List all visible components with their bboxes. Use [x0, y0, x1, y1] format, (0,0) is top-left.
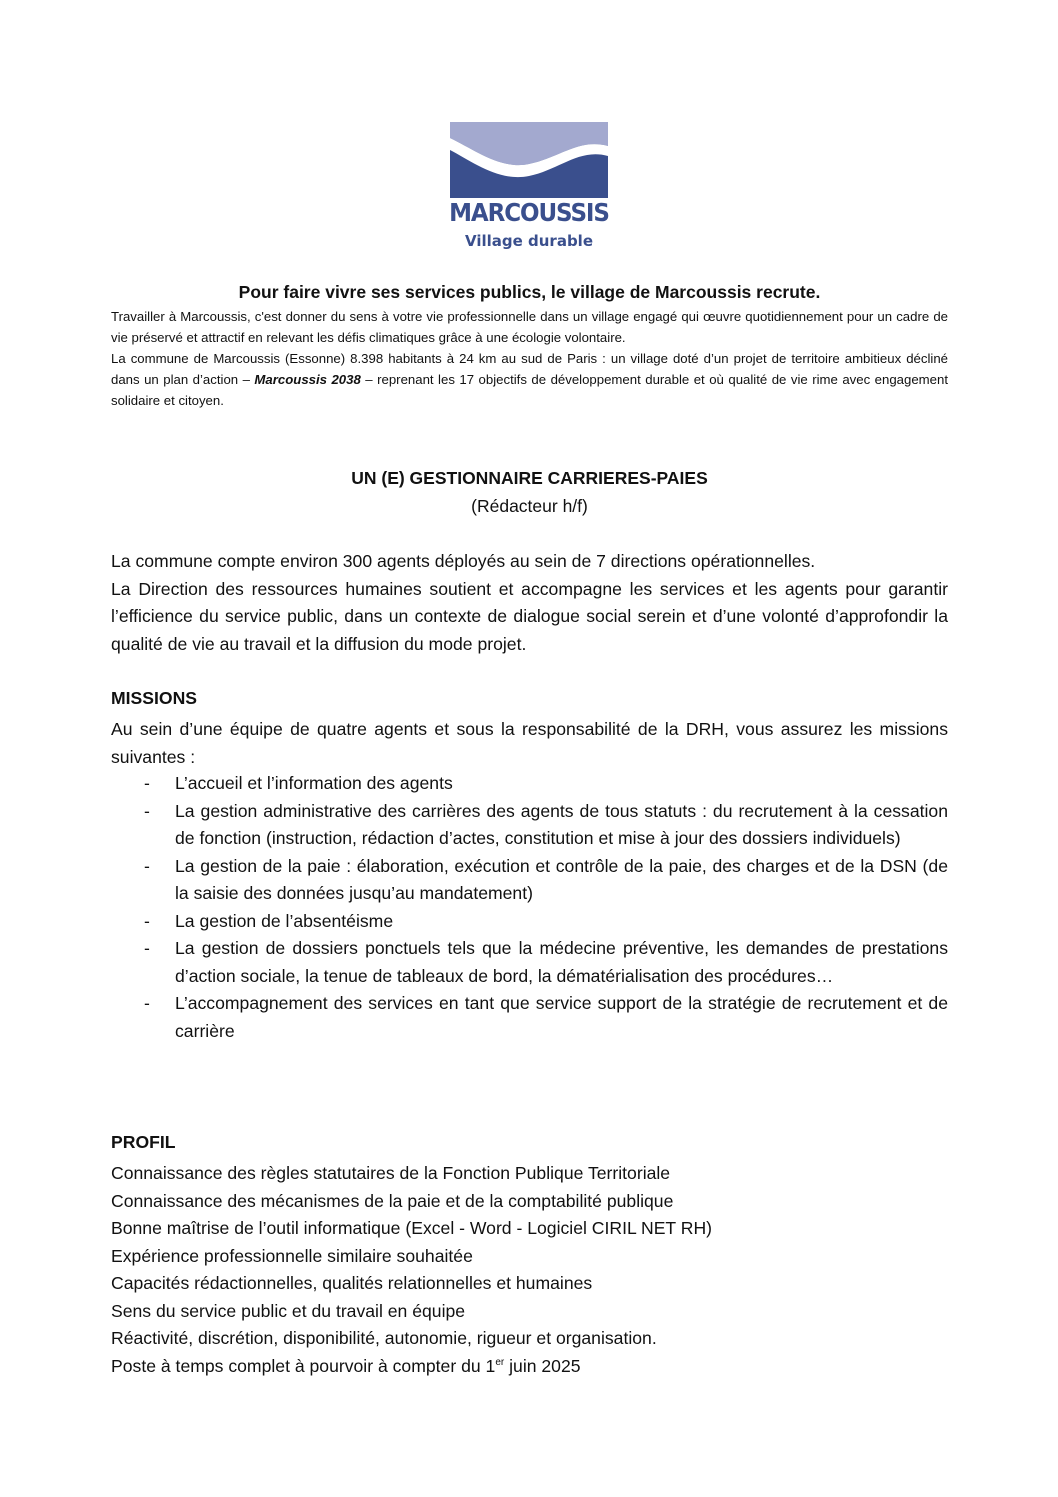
profil-list: [111, 1160, 948, 1353]
mission-item-text: L’accompagnement des services en tant que service support de la stratégie de recrutement et de carrière: [175, 993, 948, 1041]
mission-item-text: La gestion de la paie : élaboration, exécution et contrôle de la paie, des charges et de la DSN (de la saisie des données jusqu’au mandatement): [175, 855, 948, 903]
mission-item: [111, 935, 948, 990]
profil-item: Connaissance des mécanismes de la paie et de la comptabilité publique: [111, 1190, 674, 1211]
profil-item: Capacités rédactionnelles, qualités relationnelles et humaines: [111, 1273, 593, 1293]
recruitment-headline: Pour faire vivre ses services publics, le village de Marcoussis recrute.: [238, 282, 821, 302]
intro-paragraph-2-end: – reprenant les 17 objectifs de développement durable et où qualité de vie rime avec engagement solidaire et citoyen.: [111, 372, 948, 408]
context-line-1: La commune compte environ 300 agents déployés au sein de 7 directions opérationnelles.: [111, 551, 816, 571]
logo-wave-graphic: [429, 102, 629, 198]
profil-item: Bonne maîtrise de l’outil informatique (Excel - Word - Logiciel CIRIL NET RH): [111, 1218, 713, 1238]
mission-item: [111, 990, 948, 1045]
plan-name: Marcoussis 2038: [254, 372, 361, 387]
marcoussis-logo: [429, 102, 629, 272]
profil-item: Connaissance des règles statutaires de la Fonction Publique Territoriale: [111, 1163, 671, 1183]
mission-item: [111, 853, 948, 908]
mission-item-text: La gestion administrative des carrières des agents de tous statuts : du recrutement à la cessation de fonction (instruction, rédaction d’actes, constitution et mise à jour des dossiers individuels): [175, 800, 948, 848]
missions-intro: Au sein d’une équipe de quatre agents et sous la responsabilité de la DRH, vous assurez les missions suivantes :: [111, 719, 948, 767]
mission-item-text: L’accueil et l’information des agents: [175, 773, 453, 793]
list-dash: -: [144, 910, 150, 931]
job-title: UN (E) GESTIONNAIRE CARRIERES-PAIES: [351, 468, 708, 488]
list-dash: -: [144, 938, 150, 958]
position-details: [111, 1353, 948, 1381]
list-dash: -: [144, 993, 150, 1013]
intro-paragraph-2: [111, 348, 948, 411]
logo-tagline: Village durable: [464, 232, 593, 250]
document-page: [111, 0, 948, 1497]
intro-text: [111, 306, 948, 411]
ordinal-suffix: er: [495, 1357, 505, 1369]
mission-item: [111, 908, 948, 936]
mission-item: [111, 770, 948, 798]
missions-heading: MISSIONS: [111, 688, 198, 708]
mission-item-text: La gestion de dossiers ponctuels tels que la médecine préventive, les demandes de prestations d’action sociale, la tenue de tableaux de bord, la dématérialisation des procédures…: [175, 938, 948, 986]
context-line-2: La Direction des ressources humaines soutient et accompagne les services et les agents pour garantir l’efficience du service public, dans un contexte de dialogue social serein et d’une volonté d’approfondir la qualité de vie au travail et la diffusion du mode projet.: [111, 578, 948, 654]
missions-list: [111, 770, 948, 1045]
profil-item: Réactivité, discrétion, disponibilité, autonomie, rigueur et organisation.: [111, 1328, 657, 1348]
profil-heading: PROFIL: [111, 1132, 176, 1152]
list-dash: -: [144, 800, 150, 821]
list-dash: -: [144, 855, 150, 876]
intro-paragraph-1: Travailler à Marcoussis, c'est donner du sens à votre vie professionnelle dans un village engagé qui œuvre quotidiennement pour un cadre de vie préservé et attractif en relevant les défis climatiques grâce à une écologie volontaire.: [111, 309, 948, 345]
mission-item-text: La gestion de l’absentéisme: [175, 910, 394, 931]
context-section: [111, 548, 948, 658]
job-subtitle: (Rédacteur h/f): [471, 496, 588, 516]
position-date: juin 2025: [504, 1356, 581, 1376]
profil-item: Sens du service public et du travail en équipe: [111, 1300, 466, 1321]
list-dash: -: [144, 773, 150, 793]
mission-item: [111, 798, 948, 853]
position-start: Poste à temps complet à pourvoir à compter du 1: [111, 1356, 496, 1376]
logo-name: MARCOUSSIS: [449, 198, 609, 227]
profil-item: Expérience professionnelle similaire souhaitée: [111, 1245, 473, 1266]
intro-paragraph-2-start: La commune de Marcoussis (Essonne) 8.398 habitants à 24 km au sud de Paris : un village doté d’un projet de territoire ambitieux décliné dans un plan d’action –: [111, 351, 948, 387]
